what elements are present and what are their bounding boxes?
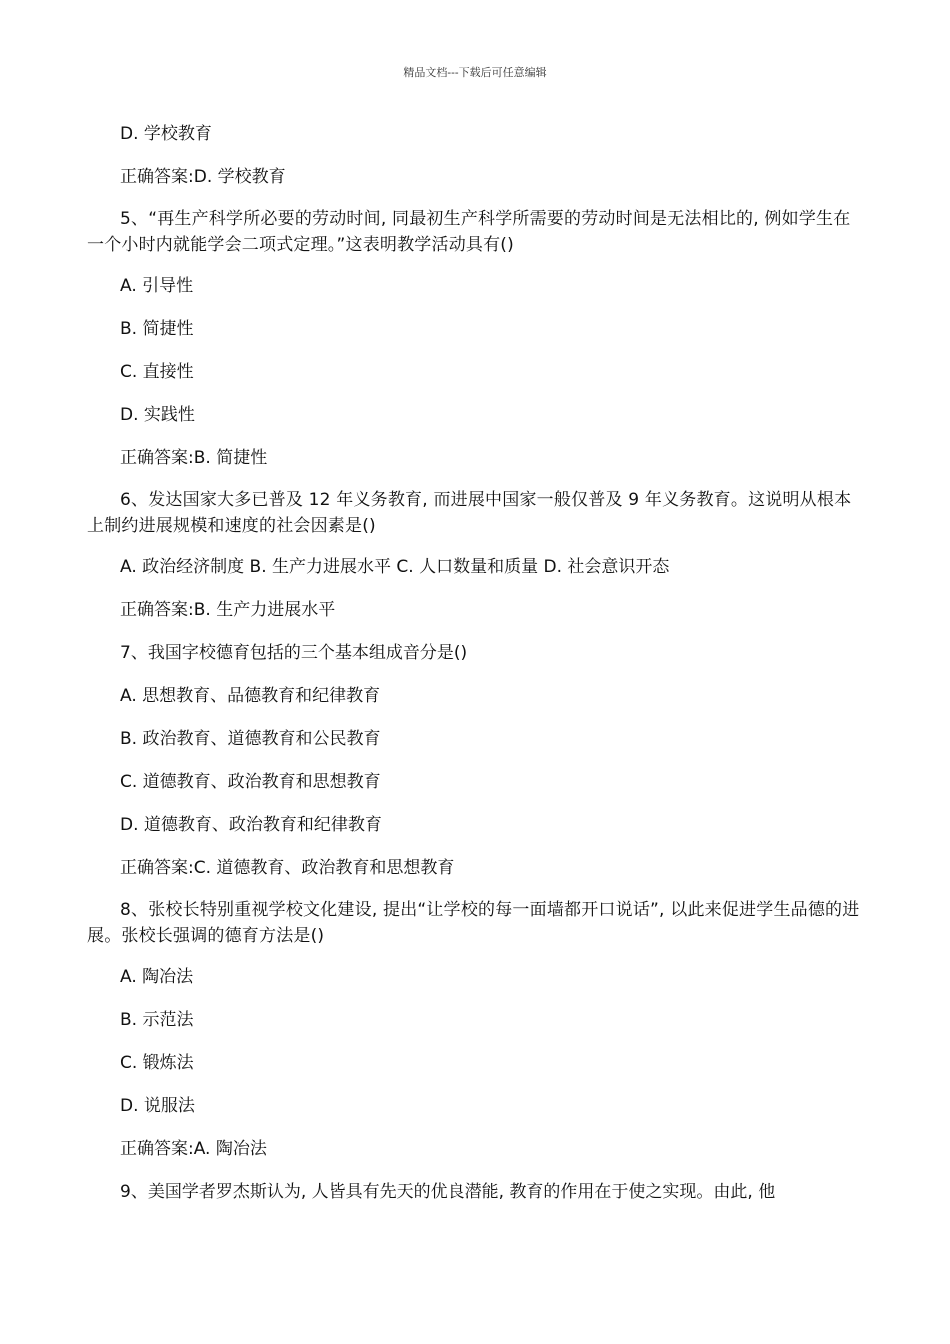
- q6-question: 6、发达国家大多已普及 12 年义务教育, 而进展中国家一般仅普及 9 年义务教育。这说明从根本上制约进展规模和速度的社会因素是(): [87, 490, 852, 536]
- q4-answer: 正确答案:D. 学校教育: [120, 167, 286, 187]
- q5-option-c: C. 直接性: [120, 362, 194, 382]
- document-body: [87, 120, 863, 1207]
- q7-option-a: A. 思想教育、品德教育和纪律教育: [120, 686, 381, 706]
- q7-option-b: B. 政治教育、道德教育和公民教育: [120, 729, 381, 749]
- q6-answer: 正确答案:B. 生产力进展水平: [120, 600, 336, 620]
- q5-option-d: D. 实践性: [120, 405, 195, 425]
- q6-options: A. 政治经济制度 B. 生产力进展水平 C. 人口数量和质量 D. 社会意识开态: [120, 557, 670, 577]
- q7-answer: 正确答案:C. 道德教育、政治教育和思想教育: [120, 858, 455, 878]
- q8-option-d: D. 说服法: [120, 1096, 195, 1116]
- q8-option-a: A. 陶冶法: [120, 967, 194, 987]
- q5-answer: 正确答案:B. 简捷性: [120, 448, 268, 468]
- page-header: 精品文档---下载后可任意编辑: [403, 66, 547, 79]
- q8-question: 8、张校长特别重视学校文化建设, 提出“让学校的每一面墙都开口说话”, 以此来促进学生品德的进展。张校长强调的德育方法是(): [87, 900, 860, 946]
- q7-option-d: D. 道德教育、政治教育和纪律教育: [120, 815, 382, 835]
- q8-answer: 正确答案:A. 陶冶法: [120, 1139, 267, 1159]
- q8-option-b: B. 示范法: [120, 1010, 194, 1030]
- q5-option-b: B. 简捷性: [120, 319, 194, 339]
- q4-option-d: D. 学校教育: [120, 124, 212, 144]
- q7-question: 7、我国字校德育包括的三个基本组成音分是(): [120, 643, 468, 663]
- q7-option-c: C. 道德教育、政治教育和思想教育: [120, 772, 381, 792]
- q5-option-a: A. 引导性: [120, 276, 194, 296]
- q8-option-c: C. 锻炼法: [120, 1053, 194, 1073]
- q5-question: 5、“再生产科学所必要的劳动时间, 同最初生产科学所需要的劳动时间是无法相比的, 例如学生在一个小时内就能学会二项式定理。”这表明教学活动具有(): [87, 209, 851, 255]
- q9-question: 9、美国学者罗杰斯认为, 人皆具有先天的优良潜能, 教育的作用在于使之实现。由此, 他: [120, 1182, 776, 1202]
